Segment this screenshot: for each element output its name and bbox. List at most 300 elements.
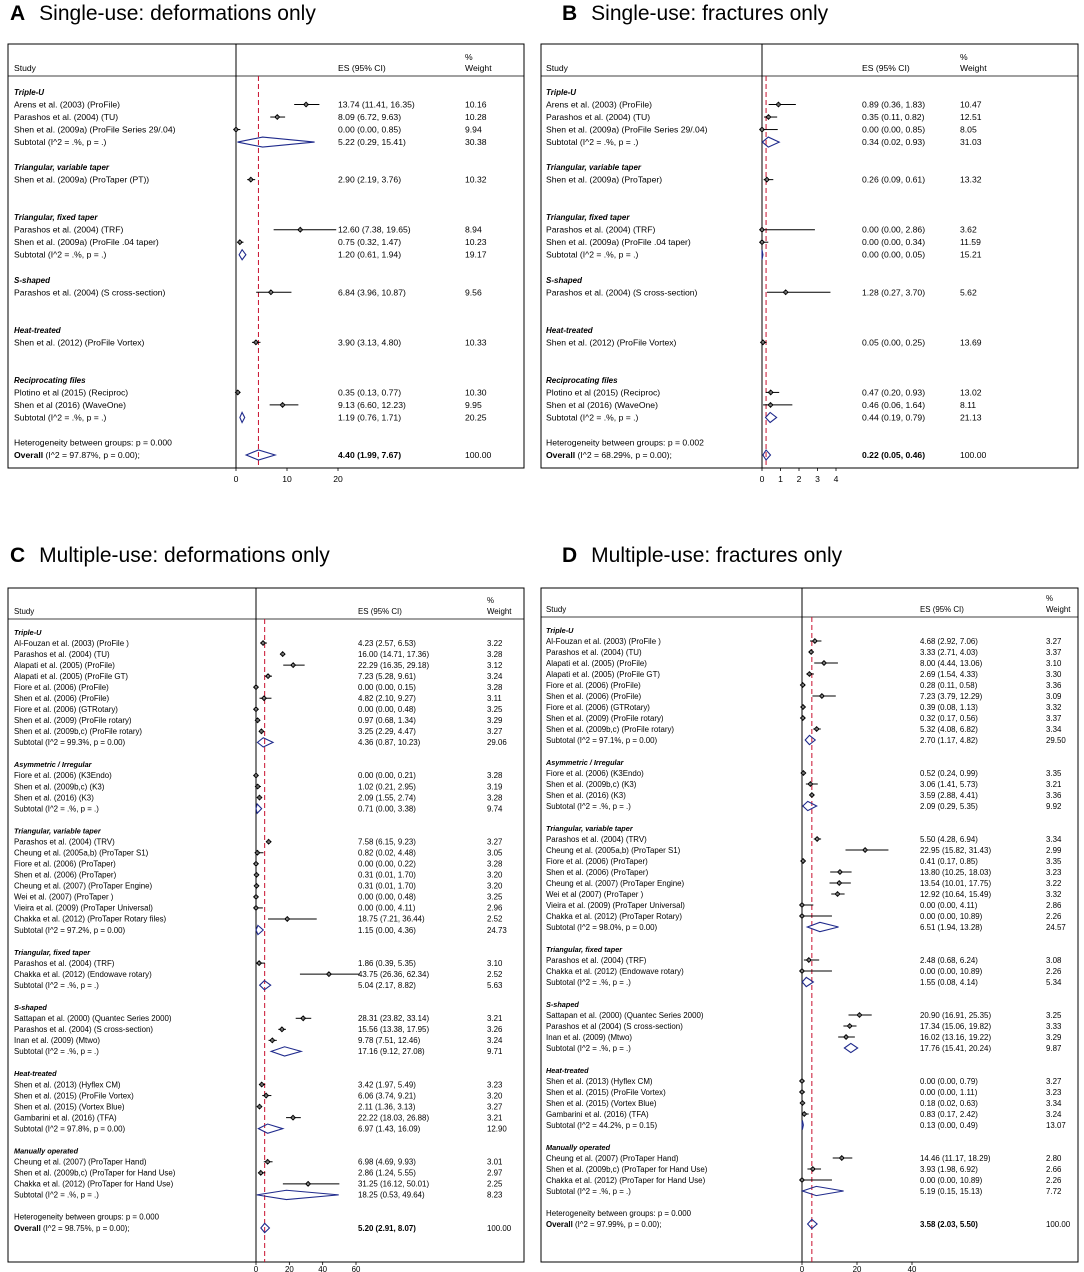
weight-value: 3.35 — [1046, 856, 1062, 866]
weight-value: 19.17 — [465, 249, 487, 260]
subtotal-label: Subtotal (I^2 = .%, p = .) — [14, 412, 107, 423]
subtotal-diamond — [240, 412, 245, 422]
study-label: Shen et al. (2015) (Vortex Blue) — [14, 1102, 125, 1112]
subtotal-label: Subtotal (I^2 = .%, p = .) — [546, 412, 639, 423]
effect-size-ci: 0.00 (0.00, 0.22) — [358, 859, 416, 869]
study-label: Parashos et al. (2004) (TU) — [546, 647, 642, 657]
weight-value: 3.20 — [487, 881, 503, 891]
weight-value: 3.28 — [487, 649, 503, 659]
weight-box — [811, 794, 813, 796]
group-label: S-shaped — [14, 1003, 47, 1013]
effect-size-ci: 0.44 (0.19, 0.79) — [862, 412, 926, 423]
effect-size-ci: 1.86 (0.39, 5.35) — [358, 958, 416, 968]
weight-value: 3.10 — [1046, 658, 1062, 668]
weight-box — [761, 241, 763, 243]
effect-size-ci: 0.75 (0.32, 1.47) — [338, 237, 402, 248]
weight-value: 8.05 — [960, 124, 977, 135]
weight-box — [292, 664, 294, 666]
weight-box — [810, 651, 812, 653]
effect-size-ci: 3.93 (1.98, 6.92) — [920, 1164, 978, 1174]
group-label: Heat-treated — [546, 325, 593, 335]
weight-value: 15.21 — [960, 249, 982, 260]
study-label: Shen et al. (2009b,c) (ProTaper for Hand Use) — [546, 1164, 708, 1174]
group-label: Triangular, variable taper — [546, 163, 642, 173]
weight-box — [255, 896, 257, 898]
overall-label: Overall (I^2 = 68.29%, p = 0.00); — [546, 450, 672, 461]
effect-size-ci: 0.39 (0.08, 1.13) — [920, 702, 978, 712]
overall-label: Overall (I^2 = 98.75%, p = 0.00); — [14, 1223, 130, 1233]
subtotal-label: Subtotal (I^2 = .%, p = .) — [14, 1190, 99, 1200]
weight-box — [255, 774, 257, 776]
study-label: Shen et al. (2006) (ProTaper) — [14, 870, 117, 880]
effect-size-ci: 3.42 (1.97, 5.49) — [358, 1080, 416, 1090]
weight-value: 3.26 — [487, 1025, 503, 1035]
study-label: Arens et al. (2003) (ProFile) — [14, 99, 121, 110]
effect-size-ci: 3.58 (2.03, 5.50) — [920, 1219, 978, 1229]
weight-box — [328, 973, 330, 975]
effect-size-ci: 9.13 (6.60, 12.23) — [338, 399, 406, 410]
weight-box — [267, 675, 269, 677]
effect-size-ci: 0.28 (0.11, 0.58) — [920, 680, 978, 690]
effect-size-ci: 6.51 (1.94, 13.28) — [920, 922, 983, 932]
group-label: Reciprocating files — [546, 375, 618, 385]
weight-value: 24.73 — [487, 925, 507, 935]
study-label: Shen et al. (2009a) (ProTaper (PT)) — [14, 174, 150, 185]
weight-box — [784, 291, 786, 293]
group-label: Asymmetric / Irregular — [546, 757, 624, 767]
effect-size-ci: 0.52 (0.24, 0.99) — [920, 768, 978, 778]
overall-diamond — [246, 450, 275, 460]
effect-size-ci: 0.00 (0.00, 0.34) — [862, 237, 926, 248]
weight-value: 8.23 — [487, 1190, 503, 1200]
effect-size-ci: 2.48 (0.68, 6.24) — [920, 955, 978, 965]
group-label: Triangular, fixed taper — [546, 944, 623, 954]
weight-box — [814, 640, 816, 642]
weight-box — [821, 695, 823, 697]
study-label: Cheung et al. (2005a,b) (ProTaper S1) — [546, 845, 681, 855]
group-label: Heat-treated — [14, 325, 61, 335]
weight-box — [823, 662, 825, 664]
effect-size-ci: 4.23 (2.57, 6.53) — [358, 638, 416, 648]
weight-box — [292, 1116, 294, 1118]
weight-box — [260, 730, 262, 732]
weight-value: 2.66 — [1046, 1164, 1062, 1174]
group-label: Reciprocating files — [14, 375, 86, 385]
panel-c-header-pct: % — [487, 596, 495, 605]
weight-value: 3.36 — [1046, 790, 1062, 800]
effect-size-ci: 3.33 (2.71, 4.03) — [920, 647, 978, 657]
effect-size-ci: 13.54 (10.01, 17.75) — [920, 878, 992, 888]
study-label: Shen et al. (2009a) (ProFile Series 29/.04) — [14, 124, 176, 135]
weight-box — [848, 1025, 850, 1027]
study-label: Parashos et al. (2004) (S cross-section) — [14, 287, 166, 298]
weight-value: 10.23 — [465, 237, 487, 248]
weight-value: 3.20 — [487, 1091, 503, 1101]
weight-box — [258, 1105, 260, 1107]
effect-size-ci: 0.00 (0.00, 10.89) — [920, 1175, 983, 1185]
weight-box — [261, 1083, 263, 1085]
weight-box — [255, 708, 257, 710]
effect-size-ci: 0.00 (0.00, 0.15) — [358, 682, 416, 692]
weight-value: 10.32 — [465, 174, 487, 185]
weight-value: 2.25 — [487, 1179, 503, 1189]
effect-size-ci: 13.74 (11.41, 16.35) — [338, 99, 415, 110]
weight-box — [858, 1014, 860, 1016]
effect-size-ci: 0.00 (0.00, 2.86) — [862, 224, 926, 235]
weight-value: 2.86 — [1046, 900, 1062, 910]
group-label: Triangular, variable taper — [14, 826, 101, 836]
study-label: Chakka et al. (2012) (ProTaper Rotary) — [546, 911, 682, 921]
x-tick-label: 40 — [318, 1265, 328, 1272]
weight-box — [239, 241, 241, 243]
study-label: Sattapan et al. (2000) (Quantec Series 2000) — [546, 1010, 704, 1020]
weight-value: 5.63 — [487, 980, 503, 990]
subtotal-diamond — [805, 735, 815, 744]
weight-box — [801, 1179, 803, 1181]
group-label: Heat-treated — [14, 1069, 57, 1079]
x-tick-label: 20 — [284, 1265, 294, 1272]
study-label: Parashos et al. (2004) (TU) — [546, 112, 651, 123]
group-label: Heat-treated — [546, 1065, 589, 1075]
subtotal-diamond — [766, 412, 777, 422]
subtotal-diamond — [257, 1190, 339, 1199]
effect-size-ci: 6.98 (4.69, 9.93) — [358, 1157, 416, 1167]
weight-value: 3.21 — [487, 1113, 503, 1123]
panel-b-title-text: Single-use: fractures only — [591, 2, 829, 25]
panel-b-header-study: Study — [546, 63, 568, 73]
weight-value: 10.16 — [465, 99, 487, 110]
x-tick-label: 0 — [233, 474, 239, 484]
effect-size-ci: 0.00 (0.00, 10.89) — [920, 966, 983, 976]
panel-a-title-text: Single-use: deformations only — [39, 2, 316, 25]
study-label: Chakka et al. (2012) (Endowave rotary) — [14, 969, 152, 979]
weight-value: 3.23 — [1046, 867, 1062, 877]
overall-diamond — [763, 450, 771, 460]
subtotal-label: Subtotal (I^2 = .%, p = .) — [546, 249, 639, 260]
panel-a-header-es: ES (95% CI) — [338, 63, 386, 73]
effect-size-ci: 1.20 (0.61, 1.94) — [338, 249, 402, 260]
study-label: Cheung et al. (2007) (ProTaper Engine) — [546, 878, 685, 888]
group-label: Triple-U — [14, 627, 42, 637]
study-label: Shen et al. (2009b,c) (ProTaper for Hand Use) — [14, 1168, 176, 1178]
x-tick-label: 2 — [796, 474, 802, 484]
effect-size-ci: 0.18 (0.02, 0.63) — [920, 1098, 978, 1108]
study-label: Alapati et al. (2005) (ProFile GT) — [546, 669, 661, 679]
study-label: Shen et al. (2009a) (ProFile .04 taper) — [14, 237, 159, 248]
panel-c-header-study: Study — [14, 607, 35, 616]
effect-size-ci: 22.22 (18.03, 26.88) — [358, 1113, 430, 1123]
overall-diamond — [808, 1219, 818, 1228]
overall-label: Overall (I^2 = 97.99%, p = 0.00); — [546, 1219, 662, 1229]
effect-size-ci: 43.75 (26.36, 62.34) — [358, 969, 430, 979]
effect-size-ci: 0.05 (0.00, 0.25) — [862, 337, 926, 348]
group-label: Manually operated — [14, 1146, 79, 1156]
heterogeneity-label: Heterogeneity between groups: p = 0.000 — [14, 1212, 159, 1222]
group-label: Triangular, fixed taper — [546, 213, 630, 223]
weight-box — [838, 882, 840, 884]
x-tick-label: 20 — [333, 474, 343, 484]
weight-value: 12.51 — [960, 112, 982, 123]
effect-size-ci: 0.31 (0.01, 1.70) — [358, 881, 416, 891]
study-label: Parashos et al. (2004) (TRF) — [546, 955, 647, 965]
effect-size-ci: 3.90 (3.13, 4.80) — [338, 337, 402, 348]
effect-size-ci: 3.25 (2.29, 4.47) — [358, 727, 416, 737]
weight-box — [769, 391, 771, 393]
study-label: Fiore et al. (2006) (ProFile) — [14, 682, 109, 692]
weight-box — [271, 1039, 273, 1041]
weight-box — [766, 178, 768, 180]
effect-size-ci: 12.60 (7.38, 19.65) — [338, 224, 411, 235]
study-label: Fiore et al. (2006) (GTRotary) — [546, 702, 650, 712]
weight-box — [815, 728, 817, 730]
study-label: Fiore et al. (2006) (GTRotary) — [14, 705, 118, 715]
study-label: Gambarini et al. (2016) (TFA) — [546, 1109, 649, 1119]
study-label: Shen et al. (2006) (ProTaper) — [546, 867, 649, 877]
study-label: Parashos et al. (2004) (S cross-section) — [546, 287, 698, 298]
panel-d-header-pct: % — [1046, 594, 1054, 603]
subtotal-diamond — [844, 1043, 857, 1052]
weight-value: 100.00 — [1046, 1219, 1071, 1229]
effect-size-ci: 2.86 (1.24, 5.55) — [358, 1168, 416, 1178]
weight-box — [802, 717, 804, 719]
study-label: Fiore et al. (2006) (ProTaper) — [14, 859, 116, 869]
weight-value: 3.25 — [487, 892, 503, 902]
group-label: Triangular, fixed taper — [14, 947, 91, 957]
x-tick-label: 4 — [833, 474, 839, 484]
study-label: Shen et al. (2013) (Hyflex CM) — [14, 1080, 121, 1090]
subtotal-label: Subtotal (I^2 = .%, p = .) — [546, 801, 631, 811]
weight-value: 3.09 — [1046, 691, 1062, 701]
weight-value: 13.02 — [960, 387, 982, 398]
weight-box — [777, 103, 779, 105]
effect-size-ci: 0.13 (0.00, 0.49) — [920, 1120, 978, 1130]
effect-size-ci: 0.83 (0.17, 2.42) — [920, 1109, 978, 1119]
effect-size-ci: 0.35 (0.13, 0.77) — [338, 387, 402, 398]
effect-size-ci: 16.00 (14.71, 17.36) — [358, 649, 430, 659]
weight-box — [255, 885, 257, 887]
study-label: Shen et al. (2009b,c) (K3) — [14, 782, 105, 792]
subtotal-label: Subtotal (I^2 = .%, p = .) — [14, 804, 99, 814]
study-label: Shen et al. (2009b,c) (ProFile rotary) — [546, 724, 675, 734]
weight-box — [255, 686, 257, 688]
weight-value: 8.11 — [960, 399, 977, 410]
study-label: Shen et al. (2012) (ProFile Vortex) — [546, 337, 677, 348]
weight-value: 2.26 — [1046, 1175, 1062, 1185]
subtotal-label: Subtotal (I^2 = .%, p = .) — [14, 137, 107, 148]
weight-box — [839, 871, 841, 873]
weight-box — [801, 970, 803, 972]
weight-value: 9.95 — [465, 399, 482, 410]
study-label: Shen et al. (2009a) (ProTaper) — [546, 174, 663, 185]
effect-size-ci: 7.58 (6.15, 9.23) — [358, 837, 416, 847]
effect-size-ci: 1.28 (0.27, 3.70) — [862, 287, 926, 298]
weight-value: 3.27 — [487, 1102, 503, 1112]
weight-value: 29.06 — [487, 738, 507, 748]
weight-box — [769, 404, 771, 406]
x-tick-label: 60 — [351, 1265, 361, 1272]
study-label: Cheung et al. (2005a,b) (ProTaper S1) — [14, 848, 149, 858]
weight-box — [270, 291, 272, 293]
weight-box — [260, 1172, 262, 1174]
subtotal-label: Subtotal (I^2 = .%, p = .) — [546, 1186, 631, 1196]
weight-box — [808, 673, 810, 675]
study-label: Shen et al. (2009) (ProFile rotary) — [14, 716, 132, 726]
weight-box — [836, 893, 838, 895]
weight-value: 10.30 — [465, 387, 487, 398]
weight-value: 3.28 — [487, 859, 503, 869]
effect-size-ci: 0.97 (0.68, 1.34) — [358, 716, 416, 726]
weight-value: 9.56 — [465, 287, 482, 298]
study-label: Parashos et al (2004) (S cross-section) — [546, 1021, 683, 1031]
study-label: Alapati et al. (2005) (ProFile) — [14, 660, 115, 670]
weight-box — [802, 772, 804, 774]
weight-value: 3.24 — [487, 1036, 503, 1046]
weight-box — [255, 863, 257, 865]
subtotal-label: Subtotal (I^2 = 99.3%, p = 0.00) — [14, 738, 126, 748]
study-label: Vieira et al. (2009) (ProTaper Universal) — [546, 900, 685, 910]
weight-value: 3.37 — [1046, 647, 1062, 657]
weight-box — [802, 706, 804, 708]
weight-value: 3.34 — [1046, 834, 1062, 844]
weight-box — [801, 904, 803, 906]
subtotal-label: Subtotal (I^2 = .%, p = .) — [546, 977, 631, 987]
weight-value: 5.62 — [960, 287, 977, 298]
effect-size-ci: 22.29 (16.35, 29.18) — [358, 660, 430, 670]
panel-c-letter: C — [10, 544, 26, 567]
weight-value: 2.99 — [1046, 845, 1062, 855]
weight-value: 3.05 — [487, 848, 503, 858]
subtotal-label: Subtotal (I^2 = .%, p = .) — [546, 1043, 631, 1053]
weight-box — [801, 1080, 803, 1082]
weight-value: 2.26 — [1046, 966, 1062, 976]
weight-value: 3.35 — [1046, 768, 1062, 778]
study-label: Parashos et al. (2004) (TRF) — [14, 224, 124, 235]
weight-value: 3.32 — [1046, 889, 1062, 899]
weight-value: 20.25 — [465, 412, 487, 423]
weight-box — [276, 116, 278, 118]
effect-size-ci: 7.23 (5.28, 9.61) — [358, 671, 416, 681]
effect-size-ci: 4.68 (2.92, 7.06) — [920, 636, 978, 646]
effect-size-ci: 2.09 (1.55, 2.74) — [358, 793, 416, 803]
x-tick-label: 10 — [282, 474, 292, 484]
study-label: Cheung et al. (2007) (ProTaper Hand) — [14, 1157, 147, 1167]
weight-box — [255, 874, 257, 876]
panel-d-letter: D — [562, 544, 578, 567]
panel-a-letter: A — [10, 2, 26, 25]
weight-value: 3.11 — [487, 693, 502, 703]
weight-value: 3.23 — [1046, 1087, 1062, 1097]
panel-d-header-es: ES (95% CI) — [920, 605, 964, 614]
weight-box — [237, 391, 239, 393]
weight-box — [305, 103, 307, 105]
weight-value: 24.57 — [1046, 922, 1066, 932]
group-label: Triangular, variable taper — [14, 163, 110, 173]
study-label: Parashos et al. (2004) (TRV) — [14, 837, 115, 847]
subtotal-diamond — [803, 801, 817, 810]
weight-value: 9.87 — [1046, 1043, 1062, 1053]
study-label: Sattapan et al. (2000) (Quantec Series 2000) — [14, 1014, 172, 1024]
effect-size-ci: 12.92 (10.64, 15.49) — [920, 889, 992, 899]
weight-box — [299, 228, 301, 230]
weight-box — [281, 404, 283, 406]
heterogeneity-label: Heterogeneity between groups: p = 0.002 — [546, 437, 704, 448]
subtotal-label: Subtotal (I^2 = 97.8%, p = 0.00) — [14, 1124, 126, 1134]
study-label: Chakka et al. (2012) (Endowave rotary) — [546, 966, 684, 976]
weight-box — [302, 1017, 304, 1019]
study-label: Fiore et al. (2006) (K3Endo) — [546, 768, 644, 778]
group-label: Triangular, variable taper — [546, 823, 633, 833]
group-label: Triple-U — [14, 88, 45, 98]
weight-value: 31.03 — [960, 137, 982, 148]
panel-b-header-pct: % — [960, 52, 968, 62]
weight-value: 3.12 — [487, 660, 503, 670]
subtotal-diamond — [257, 738, 273, 747]
subtotal-label: Subtotal (I^2 = 97.1%, p = 0.00) — [546, 735, 658, 745]
weight-box — [801, 915, 803, 917]
weight-value: 3.22 — [1046, 878, 1062, 888]
group-label: Manually operated — [546, 1142, 611, 1152]
weight-box — [767, 116, 769, 118]
weight-value: 3.25 — [1046, 1010, 1062, 1020]
weight-box — [761, 128, 763, 130]
study-label: Shen et al. (2009b,c) (K3) — [546, 779, 637, 789]
weight-box — [255, 907, 257, 909]
weight-value: 3.33 — [1046, 1021, 1062, 1031]
effect-size-ci: 16.02 (13.16, 19.22) — [920, 1032, 992, 1042]
effect-size-ci: 0.82 (0.02, 4.48) — [358, 848, 416, 858]
weight-box — [802, 860, 804, 862]
weight-box — [286, 918, 288, 920]
weight-value: 10.28 — [465, 112, 487, 123]
panel-d-header-weight: Weight — [1046, 605, 1071, 614]
weight-box — [307, 1183, 309, 1185]
weight-value: 2.52 — [487, 969, 503, 979]
study-label: Cheung et al. (2007) (ProTaper Engine) — [14, 881, 153, 891]
weight-value: 13.32 — [960, 174, 982, 185]
subtotal-label: Subtotal (I^2 = .%, p = .) — [14, 1047, 99, 1057]
group-label: Triple-U — [546, 625, 574, 635]
effect-size-ci: 3.59 (2.88, 4.41) — [920, 790, 978, 800]
weight-box — [841, 1157, 843, 1159]
weight-value: 10.47 — [960, 99, 982, 110]
study-label: Cheung et al. (2007) (ProTaper Hand) — [546, 1153, 679, 1163]
weight-value: 100.00 — [487, 1223, 512, 1233]
x-tick-label: 3 — [815, 474, 820, 484]
weight-value: 3.25 — [487, 705, 503, 715]
effect-size-ci: 0.00 (0.00, 10.89) — [920, 911, 983, 921]
weight-value: 3.28 — [487, 793, 503, 803]
effect-size-ci: 0.71 (0.00, 3.38) — [358, 804, 416, 814]
effect-size-ci: 0.26 (0.09, 0.61) — [862, 174, 926, 185]
effect-size-ci: 5.50 (4.28, 6.94) — [920, 834, 978, 844]
study-label: Shen et al. (2016) (K3) — [14, 793, 94, 803]
effect-size-ci: 3.06 (1.41, 5.73) — [920, 779, 978, 789]
weight-value: 13.07 — [1046, 1120, 1066, 1130]
study-label: Al-Fouzan et al. (2003) (ProFile ) — [14, 638, 129, 648]
subtotal-diamond — [256, 804, 262, 813]
weight-value: 29.50 — [1046, 735, 1066, 745]
effect-size-ci: 18.25 (0.53, 49.64) — [358, 1190, 425, 1200]
weight-value: 100.00 — [960, 450, 987, 461]
weight-value: 8.94 — [465, 224, 482, 235]
effect-size-ci: 14.46 (11.17, 18.29) — [920, 1153, 991, 1163]
weight-value: 3.34 — [1046, 1098, 1062, 1108]
study-label: Chakka et al. (2012) (ProTaper Rotary files) — [14, 914, 167, 924]
study-label: Shen et al. (2016) (K3) — [546, 790, 626, 800]
panel-d-title-text: Multiple-use: fractures only — [591, 544, 843, 567]
weight-box — [761, 228, 763, 230]
study-label: Wei et al. (2007) (ProTaper ) — [14, 892, 114, 902]
